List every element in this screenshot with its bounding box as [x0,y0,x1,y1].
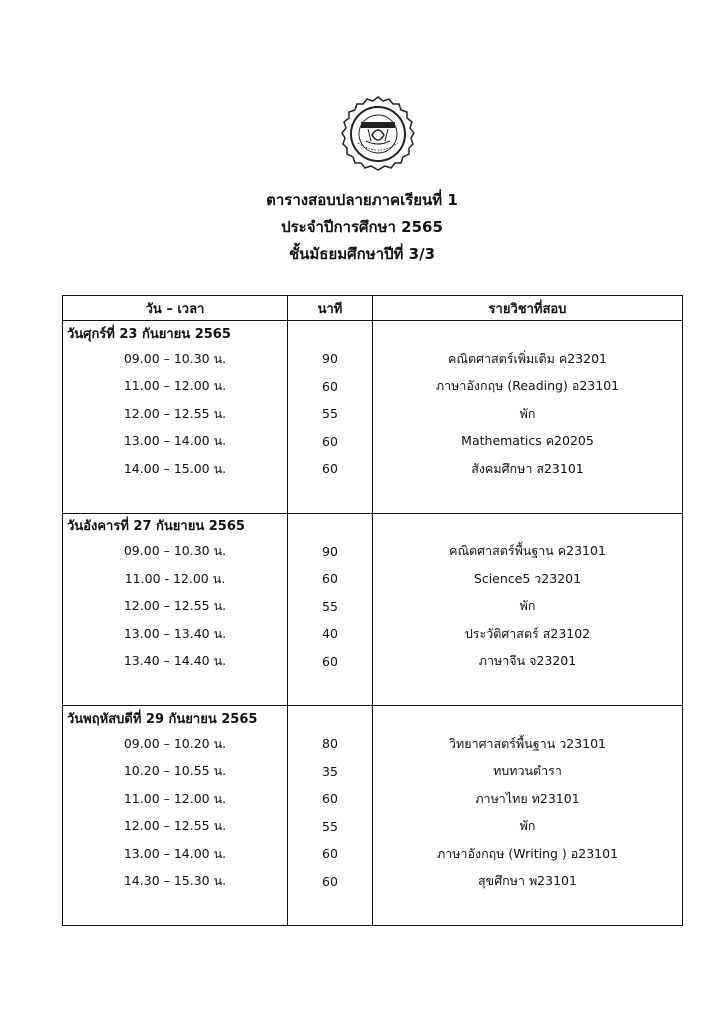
class-level: ชั้นมัธยมศึกษาปีที่ 3/3 [288,245,436,263]
slot-minutes: 90 [288,538,373,566]
table-row [63,620,683,648]
exam-schedule-table [62,295,683,926]
header-subject: รายวิชาที่สอบ [373,296,683,321]
slot-subject: Science5 ว23201 [373,565,683,593]
slot-minutes: 55 [288,400,373,428]
table-row [63,758,683,786]
slot-subject: พัก [373,593,683,621]
slot-minutes: 60 [288,565,373,593]
slot-time: 13.00 – 14.00 น. [63,840,288,868]
slot-minutes: 55 [288,593,373,621]
slot-time: 13.00 – 13.40 น. [63,620,288,648]
slot-subject: คณิตศาสตร์พื้นฐาน ค23101 [373,538,683,566]
slot-time: 14.30 – 15.30 น. [63,868,288,896]
slot-time: 13.00 – 14.00 น. [63,428,288,456]
slot-subject: สุขศึกษา พ23101 [373,868,683,896]
slot-time: 11.00 - 12.00 น. [63,565,288,593]
slot-minutes: 60 [288,373,373,401]
slot-minutes: 80 [288,730,373,758]
academic-year: ประจำปีการศึกษา 2565 [281,218,443,236]
table-row [63,538,683,566]
spacer-row [63,483,683,514]
slot-time: 11.00 – 12.00 น. [63,785,288,813]
slot-subject: ทบทวนตำรา [373,758,683,786]
day-label: วันศุกร์ที่ 23 กันยายน 2565 [63,321,288,346]
slot-minutes: 60 [288,785,373,813]
table-row [63,455,683,483]
slot-subject: วิทยาศาสตร์พื้นฐาน ว23101 [373,730,683,758]
table-row [63,648,683,676]
table-row [63,373,683,401]
slot-time: 12.00 – 12.55 น. [63,813,288,841]
table-row [63,730,683,758]
slot-time: 09.00 – 10.20 น. [63,730,288,758]
slot-minutes: 60 [288,868,373,896]
slot-minutes: 40 [288,620,373,648]
table-row [63,813,683,841]
day-label: วันพฤหัสบดีที่ 29 กันยายน 2565 [63,706,288,731]
slot-time: 11.00 – 12.00 น. [63,373,288,401]
slot-time: 10.20 – 10.55 น. [63,758,288,786]
table-row [63,593,683,621]
table-row [63,868,683,896]
slot-minutes: 60 [288,428,373,456]
slot-subject: ภาษาอังกฤษ (Reading) อ23101 [373,373,683,401]
exam-title: ตารางสอบปลายภาคเรียนที่ 1 [266,191,458,209]
slot-time: 09.00 – 10.30 น. [63,538,288,566]
day-header-row [63,513,683,538]
slot-subject: ภาษาไทย ท23101 [373,785,683,813]
slot-minutes: 60 [288,455,373,483]
day-label: วันอังคารที่ 27 กันยายน 2565 [63,513,288,538]
table-row [63,565,683,593]
table-header-row [63,296,683,321]
slot-subject: สังคมศึกษา ส23101 [373,455,683,483]
slot-subject: Mathematics ค20205 [373,428,683,456]
day-header-row [63,321,683,346]
table-row [63,345,683,373]
slot-subject: ภาษาอังกฤษ (Writing ) อ23101 [373,840,683,868]
table-row [63,840,683,868]
table-row [63,428,683,456]
slot-subject: ภาษาจีน จ23201 [373,648,683,676]
slot-subject: คณิตศาสตร์เพิ่มเติม ค23201 [373,345,683,373]
header-minutes: นาที [288,296,373,321]
slot-time: 12.00 – 12.55 น. [63,593,288,621]
slot-minutes: 60 [288,840,373,868]
slot-subject: พัก [373,400,683,428]
slot-time: 13.40 – 14.40 น. [63,648,288,676]
spacer-row [63,675,683,706]
spacer-row [63,895,683,926]
day-header-row [63,706,683,731]
slot-subject: พัก [373,813,683,841]
slot-subject: ประวัติศาสตร์ ส23102 [373,620,683,648]
table-row [63,785,683,813]
header-day-time: วัน – เวลา [63,296,288,321]
slot-time: 14.00 – 15.00 น. [63,455,288,483]
slot-minutes: 60 [288,648,373,676]
slot-minutes: 55 [288,813,373,841]
slot-time: 12.00 – 12.55 น. [63,400,288,428]
school-seal-icon [338,95,418,175]
slot-minutes: 35 [288,758,373,786]
slot-time: 09.00 – 10.30 น. [63,345,288,373]
table-row [63,400,683,428]
slot-minutes: 90 [288,345,373,373]
